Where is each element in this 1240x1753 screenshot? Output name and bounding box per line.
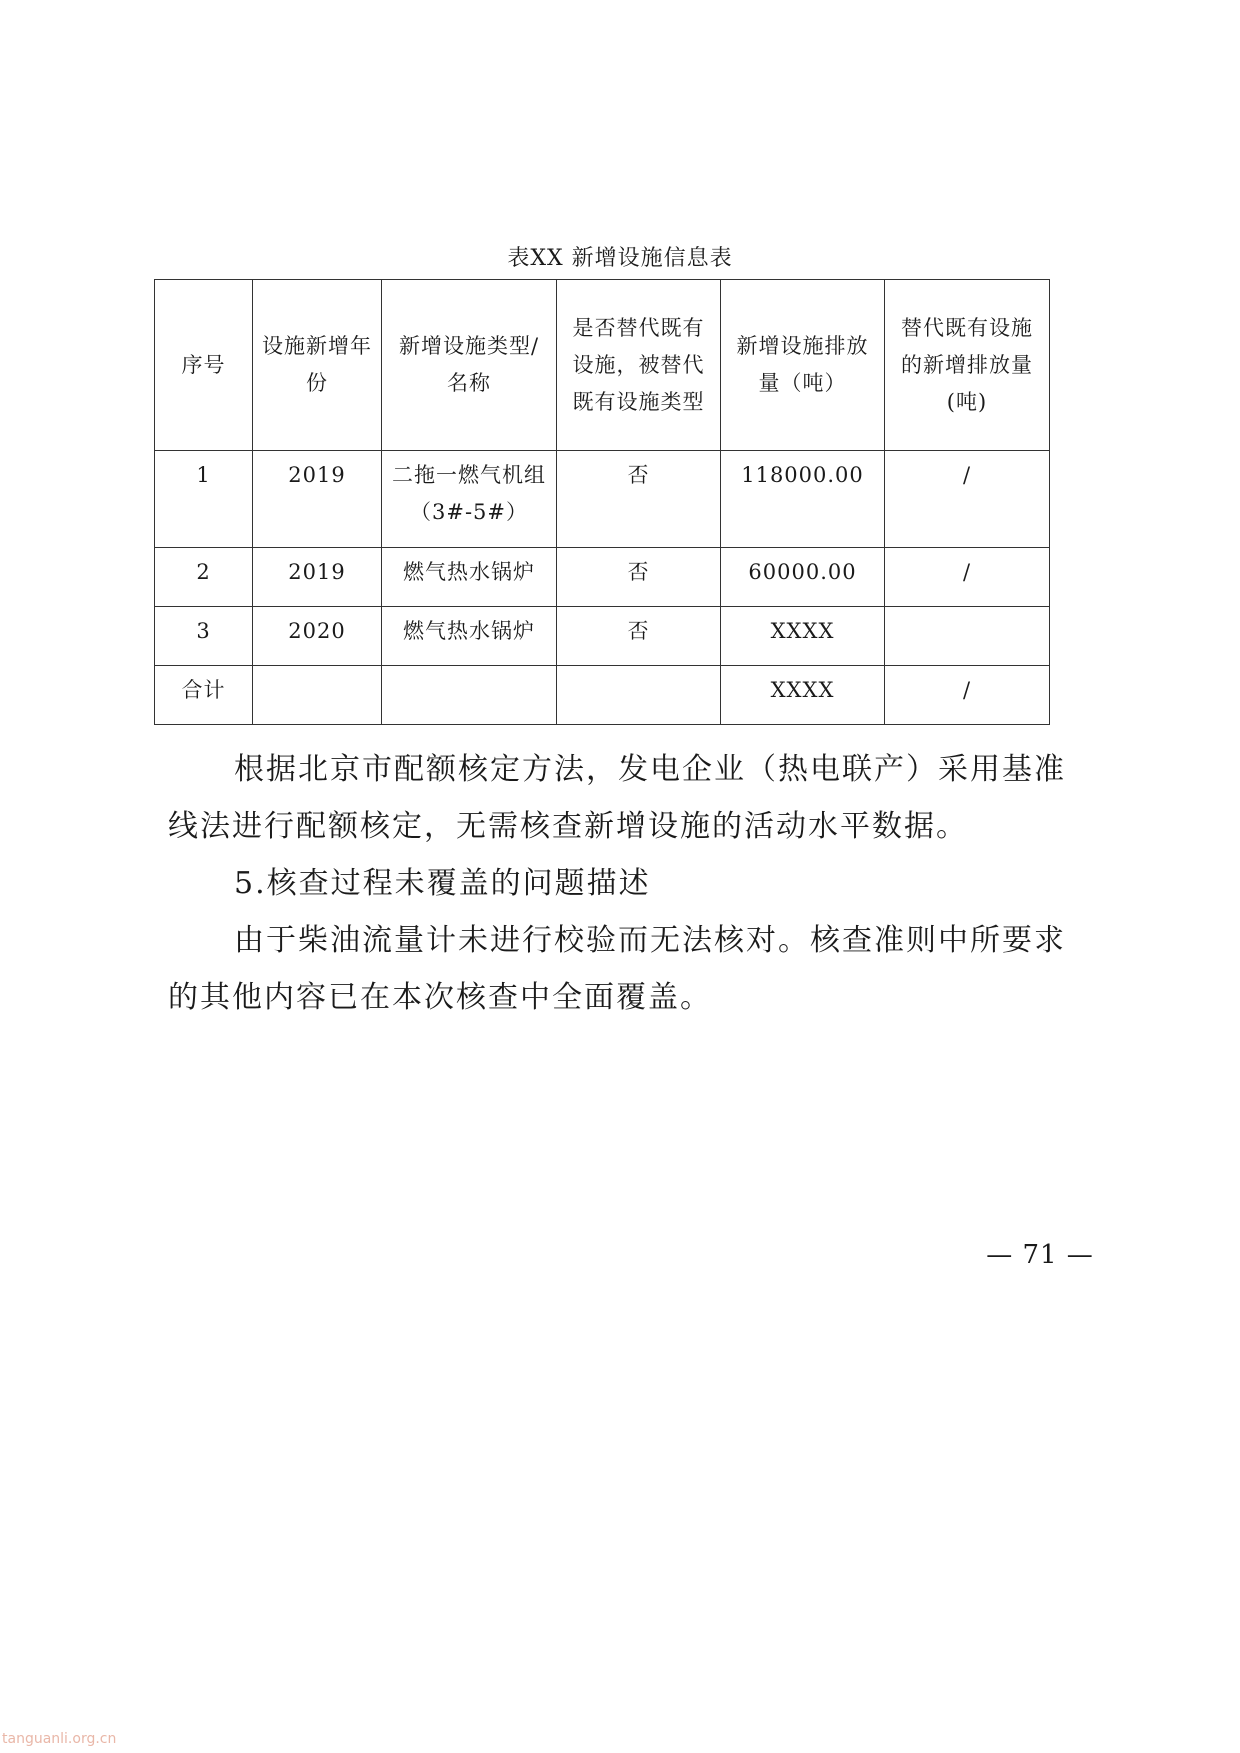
- cell-year: [253, 666, 382, 725]
- cell-replacement-emissions: [885, 607, 1050, 666]
- header-serial-number: 序号: [155, 280, 253, 451]
- cell-replacement: [557, 666, 721, 725]
- cell-replacement-emissions: /: [885, 451, 1050, 548]
- paragraph-quota-method: 根据北京市配额核定方法，发电企业（热电联产）采用基准线法进行配额核定，无需核查新增设施的活动水平数据。: [168, 752, 1066, 844]
- new-facility-table: [154, 279, 1050, 725]
- cell-facility-type: 燃气热水锅炉: [382, 607, 557, 666]
- section-heading-uncovered-issues: 5.核查过程未覆盖的问题描述: [234, 866, 651, 901]
- cell-facility-type: 燃气热水锅炉: [382, 548, 557, 607]
- watermark-text: tanguanli.org.cn: [2, 1731, 117, 1747]
- cell-total-label: 合计: [155, 666, 253, 725]
- table-total-row: [155, 666, 1050, 725]
- cell-serial: 2: [155, 548, 253, 607]
- cell-replacement: 否: [557, 607, 721, 666]
- paragraph-uncovered-issues: 由于柴油流量计未进行校验而无法核对。核查准则中所要求的其他内容已在本次核查中全面覆盖。: [168, 923, 1066, 1015]
- cell-new-emissions: XXXX: [721, 607, 885, 666]
- header-new-emissions: 新增设施排放量（吨）: [721, 280, 885, 451]
- cell-facility-type: 二拖一燃气机组（3#-5#）: [382, 451, 557, 548]
- page-number: — 71 —: [986, 1240, 1094, 1270]
- table-caption: 表XX 新增设施信息表: [507, 246, 733, 271]
- header-added-year: 设施新增年份: [253, 280, 382, 451]
- cell-new-emissions: 118000.00: [721, 451, 885, 548]
- cell-serial: 1: [155, 451, 253, 548]
- table-row: [155, 548, 1050, 607]
- cell-serial: 3: [155, 607, 253, 666]
- cell-year: 2019: [253, 451, 382, 548]
- header-replacement-emissions: 替代既有设施的新增排放量(吨): [885, 280, 1050, 451]
- table-row: [155, 451, 1050, 548]
- cell-year: 2019: [253, 548, 382, 607]
- cell-replacement-emissions: /: [885, 548, 1050, 607]
- table-row: [155, 607, 1050, 666]
- header-facility-type: 新增设施类型/名称: [382, 280, 557, 451]
- cell-replacement: 否: [557, 548, 721, 607]
- cell-facility-type: [382, 666, 557, 725]
- table-header-row: [155, 280, 1050, 451]
- cell-year: 2020: [253, 607, 382, 666]
- cell-new-emissions: 60000.00: [721, 548, 885, 607]
- cell-replacement-emissions: /: [885, 666, 1050, 725]
- cell-total-emissions: XXXX: [721, 666, 885, 725]
- cell-replacement: 否: [557, 451, 721, 548]
- header-replacement: 是否替代既有设施，被替代既有设施类型: [557, 280, 721, 451]
